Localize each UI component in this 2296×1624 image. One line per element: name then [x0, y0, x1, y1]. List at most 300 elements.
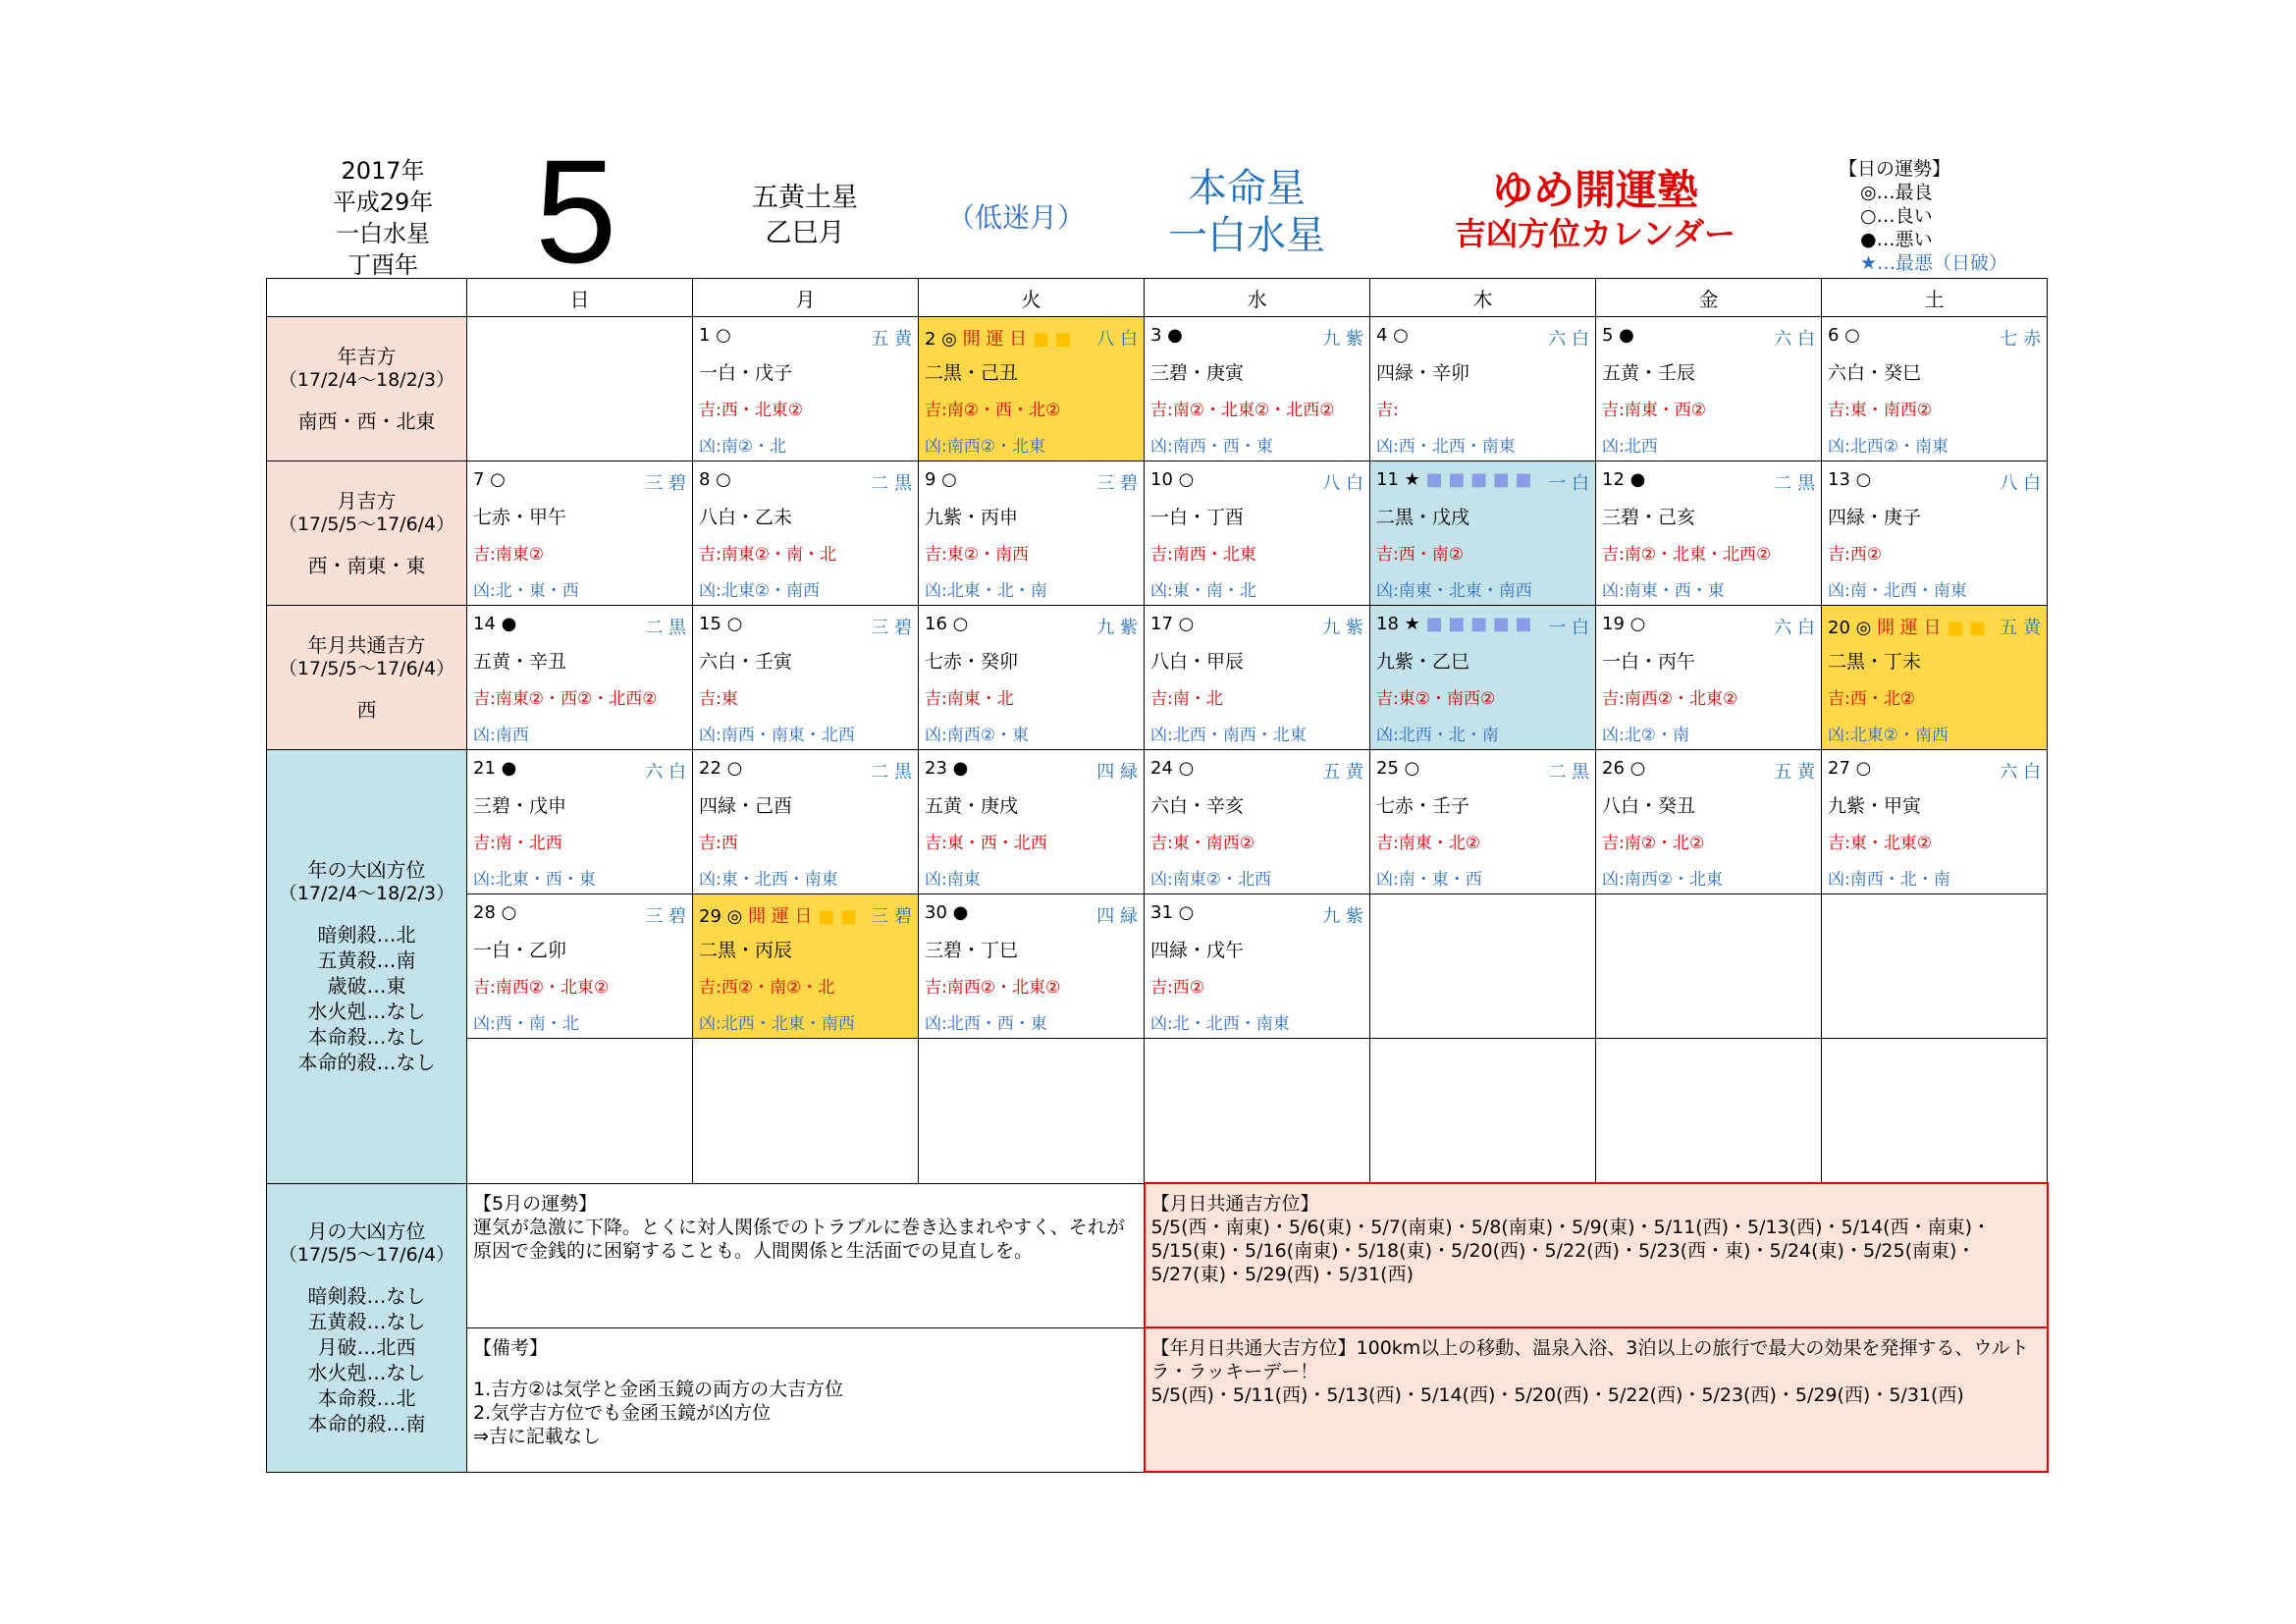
empty-day-cell — [467, 317, 693, 461]
day-header — [925, 469, 1138, 495]
day-cell[interactable] — [1596, 750, 1822, 894]
day-header — [1150, 325, 1363, 351]
day-header — [1376, 469, 1589, 495]
side-range: （17/5/5～17/6/4） — [278, 1244, 455, 1266]
day-left — [1602, 325, 1634, 351]
day-cell[interactable] — [1822, 606, 2048, 750]
day-star: 六 白 — [645, 762, 686, 783]
day-left — [1602, 614, 1645, 639]
calendar-subtitle: 吉凶方位カレンダー — [1455, 215, 1735, 252]
day-kanshi: 三碧・己亥 — [1602, 507, 1696, 528]
side-dirs: 西 — [356, 698, 377, 722]
day-cell[interactable] — [1822, 750, 2048, 894]
day-kyo: 凶:南②・北 — [699, 437, 786, 457]
day-left — [925, 758, 968, 784]
month-mood: （低迷月） — [947, 201, 1086, 234]
day-kichi: 吉:東・西・北西 — [925, 834, 1047, 853]
day-header — [925, 758, 1138, 784]
day-kyo: 凶:南西②・北東 — [1602, 870, 1723, 890]
day-left — [473, 758, 516, 784]
brand-block — [1418, 167, 1772, 253]
marker-squares: ■ ■ — [1941, 618, 1986, 638]
day-star: 二 黒 — [1774, 473, 1815, 494]
day-kanshi: 二黒・丙辰 — [699, 940, 793, 961]
day-kichi: 吉:南西②・北東② — [1602, 689, 1738, 709]
day-star: 八 白 — [1322, 473, 1363, 494]
side-item: 水火剋…なし — [307, 1000, 426, 1024]
day-kyo: 凶:北②・南 — [1602, 726, 1689, 745]
day-left — [699, 902, 857, 928]
day-cell[interactable] — [1822, 317, 2048, 461]
year-line: 一白水星 — [336, 220, 430, 247]
day-number: 3 ● — [1150, 325, 1183, 346]
day-star: 五 黄 — [871, 329, 912, 350]
weekday-header: 木 — [1370, 279, 1596, 317]
side-nen-kippo — [267, 317, 467, 461]
day-number: 5 ● — [1602, 325, 1634, 346]
day-star: 九 紫 — [1322, 906, 1363, 927]
day-kanshi: 五黄・辛丑 — [473, 651, 567, 673]
day-kyo: 凶:南・東・西 — [1376, 870, 1482, 890]
day-kichi: 吉:南西②・北東② — [925, 978, 1061, 998]
day-cell[interactable] — [919, 461, 1145, 606]
day-star: 六 白 — [1548, 329, 1589, 350]
day-cell[interactable] — [693, 606, 919, 750]
weekday-header: 月 — [693, 279, 919, 317]
day-kyo: 凶:南東・西・東 — [1602, 581, 1725, 601]
day-left — [1376, 614, 1531, 639]
day-kyo: 凶:北西・北東・南西 — [699, 1014, 855, 1034]
day-header — [1828, 758, 2041, 784]
empty-day-cell — [693, 1039, 919, 1184]
note-line: 1.吉方②は気学と金函玉鏡の両方の大吉方位 — [473, 1378, 844, 1400]
honmei-star — [1134, 165, 1360, 259]
day-left — [1150, 758, 1194, 784]
day-kyo: 凶:北・東・西 — [473, 581, 579, 601]
day-kichi: 吉: — [1376, 401, 1399, 420]
day-kanshi: 六白・癸巳 — [1828, 362, 1922, 384]
day-kichi: 吉:南②・北東②・北西② — [1150, 401, 1335, 420]
day-star: 八 白 — [2000, 473, 2041, 494]
day-header — [925, 902, 1138, 928]
day-kyo: 凶:南東・北東・南西 — [1376, 581, 1532, 601]
side-range: （17/2/4～18/2/3） — [278, 883, 455, 905]
weekday-row — [267, 279, 2048, 317]
day-left — [925, 325, 1072, 351]
week-row — [267, 750, 2048, 894]
side-item: 五黄殺…なし — [307, 1310, 426, 1333]
marker-squares: ■ ■ — [1027, 329, 1072, 350]
day-left — [1150, 614, 1194, 639]
day-kanshi: 八白・癸丑 — [1602, 795, 1696, 817]
day-number: 25 ○ — [1376, 758, 1420, 779]
day-number: 18 ★ — [1376, 614, 1420, 634]
day-header — [925, 325, 1138, 351]
legend-best: ◎…最良 — [1860, 182, 1933, 203]
day-kyo: 凶:北西②・南東 — [1828, 437, 1949, 457]
day-kanshi: 五黄・庚戌 — [925, 795, 1019, 817]
day-cell[interactable] — [1596, 606, 1822, 750]
day-number: 16 ○ — [925, 614, 969, 634]
day-header — [1150, 469, 1363, 495]
day-kyo: 凶:北西・南西・北東 — [1150, 726, 1307, 745]
day-left — [1376, 469, 1531, 495]
day-number: 19 ○ — [1602, 614, 1646, 634]
day-left — [1602, 758, 1645, 784]
day-cell[interactable] — [919, 750, 1145, 894]
side-item: 本命殺…なし — [307, 1025, 426, 1050]
day-kanshi: 四緑・庚子 — [1828, 507, 1922, 528]
note-title: 【備考】 — [473, 1336, 549, 1359]
day-left — [925, 469, 957, 495]
day-cell[interactable] — [1370, 750, 1596, 894]
side-item: 暗剣殺…北 — [317, 923, 416, 947]
day-kyo: 凶:南・北西・南東 — [1828, 581, 1967, 601]
day-kichi: 吉:南・北 — [1150, 689, 1223, 709]
side-item: 本命的殺…なし — [297, 1051, 436, 1075]
day-left — [1150, 469, 1194, 495]
day-number: 20 ◎ — [1828, 618, 1872, 638]
biko-note — [467, 1327, 1145, 1472]
day-cell[interactable] — [467, 750, 693, 894]
day-kichi: 吉:南②・北東・北西② — [1602, 545, 1772, 565]
day-number: 21 ● — [473, 758, 517, 779]
kyusei-line: 五黄土星 — [752, 183, 858, 213]
side-item: 本命的殺…南 — [307, 1412, 426, 1435]
day-number: 6 ○ — [1828, 325, 1860, 346]
day-kanshi: 九紫・丙申 — [925, 507, 1019, 528]
day-cell[interactable] — [1145, 317, 1370, 461]
day-number: 15 ○ — [699, 614, 743, 634]
kaiun-label: 開 運 日 — [742, 906, 813, 927]
day-left — [1602, 469, 1645, 495]
side-range: （17/5/5～17/6/4） — [278, 514, 455, 535]
day-number: 2 ◎ — [925, 329, 957, 350]
kyusei-line: 乙巳月 — [765, 218, 845, 248]
day-kyo: 凶:北東②・南西 — [1828, 726, 1949, 745]
day-kanshi: 一白・戊子 — [699, 362, 793, 384]
day-header — [699, 758, 912, 784]
week-row — [267, 1039, 2048, 1184]
month-kyusei — [726, 181, 883, 251]
day-star: 三 碧 — [645, 906, 686, 927]
day-kichi: 吉:東②・南西 — [925, 545, 1029, 565]
side-tsuki-daikyo — [267, 1183, 467, 1472]
day-kyo: 凶:南西②・北東 — [925, 437, 1045, 457]
day-number: 29 ◎ — [699, 906, 743, 927]
empty-day-cell — [1822, 1039, 2048, 1184]
day-number: 17 ○ — [1150, 614, 1195, 634]
side-range: （17/2/4～18/2/3） — [278, 369, 455, 391]
note-text: 100km以上の移動、温泉入浴、3泊以上の旅行で最大の効果を発揮する、ウルトラ・ラッキーデー！ — [1150, 1337, 2029, 1382]
day-kyo: 凶:北西・北・南 — [1376, 726, 1499, 745]
side-item: 月破…北西 — [317, 1335, 416, 1359]
day-star: 九 紫 — [1322, 618, 1363, 638]
day-kichi: 吉:西② — [1828, 545, 1882, 565]
day-star: 九 紫 — [1322, 329, 1363, 350]
day-star: 五 黄 — [1322, 762, 1363, 783]
day-header — [1602, 614, 1815, 639]
empty-day-cell — [1822, 894, 2048, 1039]
day-left — [1376, 758, 1419, 784]
nengetsubi-kippo-note — [1145, 1327, 2048, 1472]
weekday-header: 火 — [919, 279, 1145, 317]
day-number: 13 ○ — [1828, 469, 1872, 490]
day-number: 11 ★ — [1376, 469, 1420, 490]
week-row — [267, 461, 2048, 606]
day-kanshi: 九紫・乙巳 — [1376, 651, 1470, 673]
day-star: 五 黄 — [2000, 618, 2041, 638]
day-left — [1828, 614, 1986, 639]
day-kanshi: 七赤・癸卯 — [925, 651, 1019, 673]
empty-day-cell — [919, 1039, 1145, 1184]
day-number: 14 ● — [473, 614, 517, 634]
day-star: 二 黒 — [871, 473, 912, 494]
day-left — [1828, 758, 1871, 784]
day-cell[interactable] — [919, 894, 1145, 1039]
day-kyo: 凶:北東②・南西 — [699, 581, 820, 601]
day-star: 二 黒 — [871, 762, 912, 783]
day-left — [1150, 902, 1194, 928]
day-left — [1828, 325, 1860, 351]
day-header — [1828, 469, 2041, 495]
day-kichi: 吉:南西・北東 — [1150, 545, 1256, 565]
day-cell[interactable] — [1370, 317, 1596, 461]
day-kichi: 吉:西・南② — [1376, 545, 1464, 565]
day-header — [699, 614, 912, 639]
day-left — [925, 902, 968, 928]
day-number: 24 ○ — [1150, 758, 1195, 779]
day-header — [1376, 758, 1589, 784]
day-star: 六 白 — [2000, 762, 2041, 783]
day-cell[interactable] — [1145, 606, 1370, 750]
day-kanshi: 三碧・戊申 — [473, 795, 567, 817]
day-number: 26 ○ — [1602, 758, 1646, 779]
day-kichi: 吉:南東・西② — [1602, 401, 1706, 420]
day-cell[interactable] — [1370, 606, 1596, 750]
day-kanshi: 一白・丙午 — [1602, 651, 1696, 673]
day-cell[interactable] — [919, 317, 1145, 461]
day-kichi: 吉:東・北東② — [1828, 834, 1932, 853]
day-left — [1150, 325, 1183, 351]
note-line: ⇒吉に記載なし — [473, 1425, 601, 1447]
side-range: （17/5/5～17/6/4） — [278, 658, 455, 679]
day-header — [473, 758, 686, 784]
day-number: 7 ○ — [473, 469, 506, 490]
note-text: 5/5(西・南東)・5/6(東)・5/7(南東)・5/8(南東)・5/9(東)・5/11(西)・5/13(西)・5/14(西・南東)・5/15(東)・5/16(南東)・5/18(東)・5/20(西)・5/22(西)・5/23(西・東)・5/24(東)・5/25(南東)・5/27(東)・5/29(西)・5/31(西) — [1150, 1217, 1991, 1285]
notes-row — [267, 1327, 2048, 1472]
day-kichi: 吉:西 — [699, 834, 738, 853]
day-kyo: 凶:南西②・東 — [925, 726, 1029, 745]
day-cell[interactable] — [1145, 894, 1370, 1039]
day-cell[interactable] — [693, 894, 919, 1039]
day-cell[interactable] — [693, 317, 919, 461]
legend-title: 【日の運勢】 — [1839, 158, 1951, 180]
day-header — [473, 614, 686, 639]
day-cell[interactable] — [467, 894, 693, 1039]
side-tsuki-kippo — [267, 461, 467, 606]
day-kyo: 凶:北西 — [1602, 437, 1658, 457]
day-cell[interactable] — [467, 606, 693, 750]
week-row — [267, 606, 2048, 750]
day-number: 22 ○ — [699, 758, 743, 779]
day-cell[interactable] — [1596, 461, 1822, 606]
day-header — [1602, 469, 1815, 495]
day-kyo: 凶:南西・北・南 — [1828, 870, 1950, 890]
day-left — [699, 614, 742, 639]
day-left — [699, 325, 731, 351]
day-star: 三 碧 — [1096, 473, 1138, 494]
day-kanshi: 九紫・甲寅 — [1828, 795, 1922, 817]
day-cell[interactable] — [1822, 461, 2048, 606]
weekday-header: 土 — [1822, 279, 2048, 317]
day-number: 23 ● — [925, 758, 969, 779]
day-kyo: 凶:南東 — [925, 870, 981, 890]
side-kyotsu-kippo — [267, 606, 467, 750]
day-cell[interactable] — [1145, 750, 1370, 894]
day-left — [1376, 325, 1409, 351]
weekday-header: 水 — [1145, 279, 1370, 317]
day-star: 三 碧 — [645, 473, 686, 494]
day-star: 七 赤 — [2000, 329, 2041, 350]
side-dirs: 南西・西・北東 — [297, 409, 436, 433]
day-number: 10 ○ — [1150, 469, 1195, 490]
weekday-header: 金 — [1596, 279, 1822, 317]
day-number: 12 ● — [1602, 469, 1646, 490]
day-header — [1376, 614, 1589, 639]
day-kichi: 吉:南東②・南・北 — [699, 545, 836, 565]
side-item: 五黄殺…南 — [317, 948, 416, 973]
day-star: 五 黄 — [1774, 762, 1815, 783]
day-number: 4 ○ — [1376, 325, 1409, 346]
day-number: 9 ○ — [925, 469, 957, 490]
side-dirs: 西・南東・東 — [307, 554, 426, 577]
empty-day-cell — [467, 1039, 693, 1184]
day-left — [473, 614, 516, 639]
side-title: 月吉方 — [337, 489, 397, 513]
legend-good: ○…良い — [1860, 205, 1933, 227]
legend-worst: ★…最悪（日破） — [1860, 252, 2008, 274]
day-header — [1150, 902, 1363, 928]
notes-row — [267, 1183, 2048, 1327]
side-title: 年吉方 — [337, 345, 397, 368]
honmei-line: 本命星 — [1188, 166, 1306, 211]
day-kichi: 吉:東 — [699, 689, 738, 709]
day-left — [699, 758, 742, 784]
marker-squares: ■ ■ — [812, 906, 857, 927]
note-text: 運気が急激に下降。とくに対人関係でのトラブルに巻き込まれやすく、それが原因で金銭的に困窮することも。人間関係と生活面での見直しを。 — [473, 1216, 1125, 1262]
empty-day-cell — [1596, 1039, 1822, 1184]
day-cell[interactable] — [467, 461, 693, 606]
day-kyo: 凶:南西 — [473, 726, 529, 745]
day-kanshi: 七赤・壬子 — [1376, 795, 1470, 817]
week-row — [267, 894, 2048, 1039]
side-nen-daikyo — [267, 750, 467, 1184]
day-header — [1376, 325, 1589, 351]
day-kichi: 吉:西・北② — [1828, 689, 1915, 709]
corner-cell — [267, 279, 467, 317]
day-kanshi: 四緑・己酉 — [699, 795, 793, 817]
year-info — [294, 155, 471, 281]
day-star: 一 白 — [1548, 618, 1589, 638]
year-line: 丁酉年 — [347, 251, 418, 279]
day-star: 三 碧 — [871, 618, 912, 638]
side-item: 歳破…東 — [327, 974, 406, 999]
day-number: 31 ○ — [1150, 902, 1195, 923]
day-star: 二 黒 — [645, 618, 686, 638]
calendar-table — [266, 278, 2049, 1473]
side-title: 年月共通吉方 — [307, 633, 426, 657]
day-kanshi: 一白・乙卯 — [473, 940, 567, 961]
day-star: 四 緑 — [1096, 762, 1138, 783]
day-kanshi: 二黒・丁未 — [1828, 651, 1922, 673]
day-cell[interactable] — [693, 750, 919, 894]
day-kichi: 吉:西・北東② — [699, 401, 803, 420]
empty-day-cell — [1145, 1039, 1370, 1184]
side-title: 年の大凶方位 — [307, 858, 426, 883]
day-cell[interactable] — [1370, 461, 1596, 606]
note-dates: 5/5(西)・5/11(西)・5/13(西)・5/14(西)・5/20(西)・5/22(西)・5/23(西)・5/29(西)・5/31(西) — [1150, 1384, 1964, 1406]
day-kanshi: 四緑・戊午 — [1150, 940, 1245, 961]
marker-squares: ■ ■ ■ ■ ■ — [1419, 469, 1532, 490]
month-fortune-note — [467, 1183, 1145, 1327]
day-header — [473, 902, 686, 928]
day-kichi: 吉:南西②・北東② — [473, 978, 610, 998]
day-cell[interactable] — [919, 606, 1145, 750]
day-kanshi: 七赤・甲午 — [473, 507, 567, 528]
empty-day-cell — [1370, 894, 1596, 1039]
day-kanshi: 三碧・庚寅 — [1150, 362, 1245, 384]
empty-day-cell — [1596, 894, 1822, 1039]
day-left — [473, 902, 516, 928]
empty-day-cell — [1370, 1039, 1596, 1184]
day-cell[interactable] — [1596, 317, 1822, 461]
day-star: 九 紫 — [1096, 618, 1138, 638]
day-cell[interactable] — [693, 461, 919, 606]
day-header — [1602, 758, 1815, 784]
note-title: 【月日共通吉方位】 — [1150, 1193, 1319, 1215]
day-kichi: 吉:南②・西・北② — [925, 401, 1061, 420]
day-kichi: 吉:南東・北 — [925, 689, 1014, 709]
day-number: 1 ○ — [699, 325, 731, 346]
day-kichi: 吉:南・北西 — [473, 834, 562, 853]
day-kanshi: 四緑・辛卯 — [1376, 362, 1470, 384]
year-line: 2017年 — [341, 157, 425, 185]
week-row — [267, 317, 2048, 461]
side-title: 月の大凶方位 — [307, 1219, 426, 1243]
day-kanshi: 二黒・戊戌 — [1376, 507, 1470, 528]
day-star: 二 黒 — [1548, 762, 1589, 783]
day-kichi: 吉:南東・北② — [1376, 834, 1480, 853]
day-left — [1828, 469, 1871, 495]
day-star: 八 白 — [1096, 329, 1138, 350]
day-kyo: 凶:北東・北・南 — [925, 581, 1047, 601]
day-kanshi: 三碧・丁巳 — [925, 940, 1019, 961]
day-kyo: 凶:南東②・北西 — [1150, 870, 1271, 890]
day-cell[interactable] — [1145, 461, 1370, 606]
month-number: 5 — [535, 129, 617, 294]
day-number: 30 ● — [925, 902, 969, 923]
day-header — [1150, 758, 1363, 784]
day-kyo: 凶:西・北西・南東 — [1376, 437, 1516, 457]
day-kichi: 吉:西② — [1150, 978, 1204, 998]
kaiun-label: 開 運 日 — [956, 329, 1028, 350]
day-kyo: 凶:東・南・北 — [1150, 581, 1256, 601]
day-left — [925, 614, 968, 639]
day-header — [1828, 614, 2041, 639]
day-header — [1602, 325, 1815, 351]
day-number: 27 ○ — [1828, 758, 1872, 779]
